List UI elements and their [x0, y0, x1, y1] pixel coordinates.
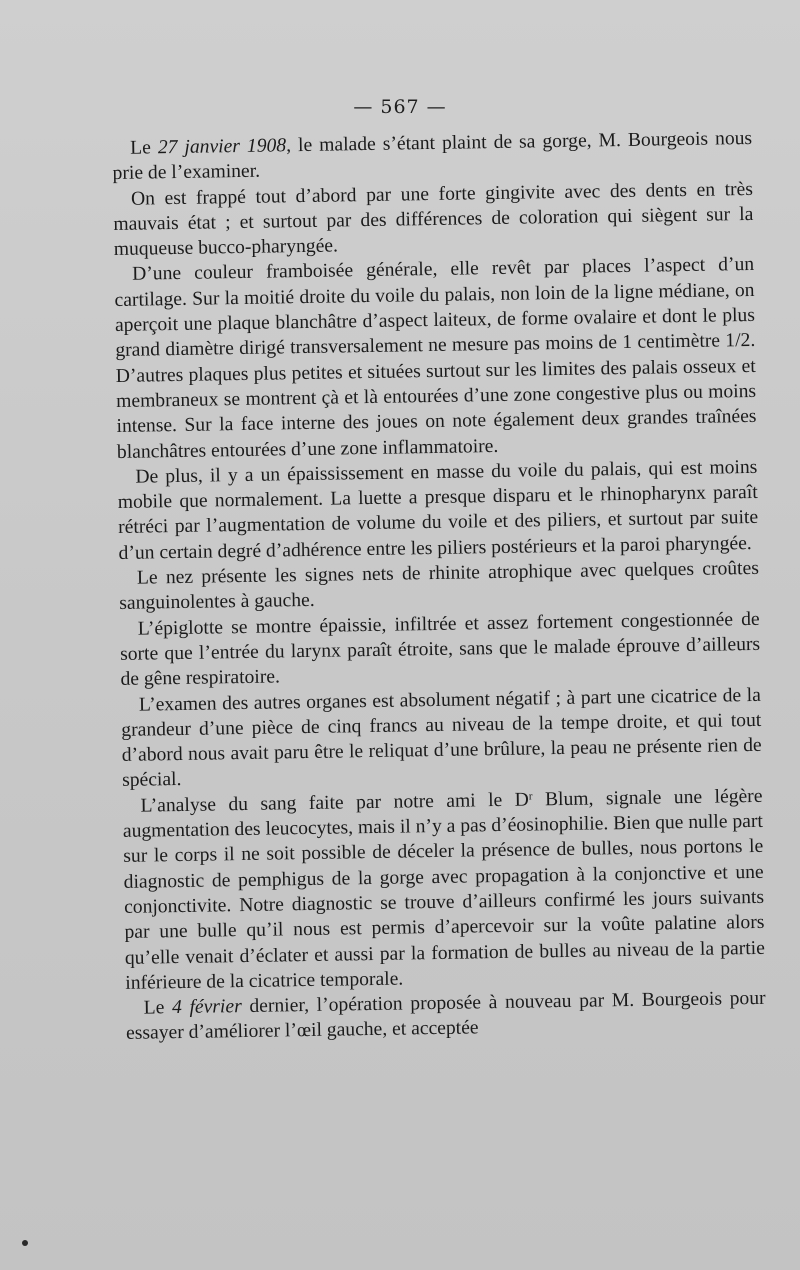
ink-spot — [22, 1240, 28, 1246]
body-text — [112, 126, 766, 1047]
paragraph-4: De plus, il y a un épaississement en masse du voile du palais, qui est moins mobile que normalement. La luette a presque disparu et le rhinopharynx paraît rétréci par l’augmentation de volume du voile et des piliers, et surtout par suite d’un certain degré d’adhérence entre les piliers postérieurs et la paroi pharyngée. — [117, 456, 759, 564]
paragraph-6: L’épiglotte se montre épaissie, infiltrée et assez fortement congestionnée de sorte que l’entrée du larynx paraît étroite, sans que le malade éprouve d’ailleurs de gêne respiratoire. — [119, 608, 761, 691]
paragraph-8: L’analyse du sang faite par notre ami le $D^r$ Blum, signale une légère augmentation des leucocytes, mais il n’y a pas d’éosinophilie. Bien que nulle part sur le corps il ne soit possible de déceler la présence de bulles, nous portons le diagnostic de pemphigus de la gorge avec propagation à la conjonctive et une conjonctivite. Notre diagnostic se trouve d’ailleurs confirmé les jours suivants par une bulle qu’il nous est permis d’apercevoir sur la voûte palatine alors qu’elle venait d’éclater et aussi par la formation de bulles au niveau de la partie inférieure de la cicatrice temporale. — [122, 785, 765, 994]
paragraph-5: Le nez présente les signes nets de rhinite atrophique avec quelques croûtes sanguinolentes à gauche. — [119, 557, 760, 615]
paragraph-3: D’une couleur framboisée générale, elle revêt par places l’aspect d’un cartilage. Sur la moitié droite du voile du palais, non loin de la ligne médiane, on aperçoit une plaque blanchâtre d’aspect laiteux, de forme ovalaire et dont le plus grand diamètre dirigé transversalement ne mesure pas moins de 1 centimètre 1/2. D’autres plaques plus petites et situées surtout sur les limites des palais osseux et membraneux se montrent çà et là entourées d’une zone congestive plus ou moins intense. Sur la face interne des joues on note également deux grandes traînées blanchâtres entourées d’une zone inflammatoire. — [114, 254, 757, 463]
paragraph-2: On est frappé tout d’abord par une forte gingivite avec des dents en très mauvais état ; et surtout par des différences de coloration qui siègent sur la muqueuse bucco-pharyngée. — [113, 178, 754, 261]
paragraph-9: Le 4 février dernier, l’opération proposée à nouveau par M. Bourgeois pour essayer d’améliorer l’œil gauche, et acceptée — [125, 987, 766, 1045]
paragraph-1: Le 27 janvier 1908, le malade s’étant plaint de sa gorge, M. Bourgeois nous prie de l’examiner. — [112, 127, 753, 185]
page-number: — 567 — — [353, 96, 447, 118]
paragraph-7: L’examen des autres organes est absolument négatif ; à part une cicatrice de la grandeur d’une pièce de cinq francs au niveau de la tempe droite, et qui tout d’abord nous avait paru être le reliquat d’une brûlure, la peau ne présente rien de spécial. — [121, 684, 762, 792]
